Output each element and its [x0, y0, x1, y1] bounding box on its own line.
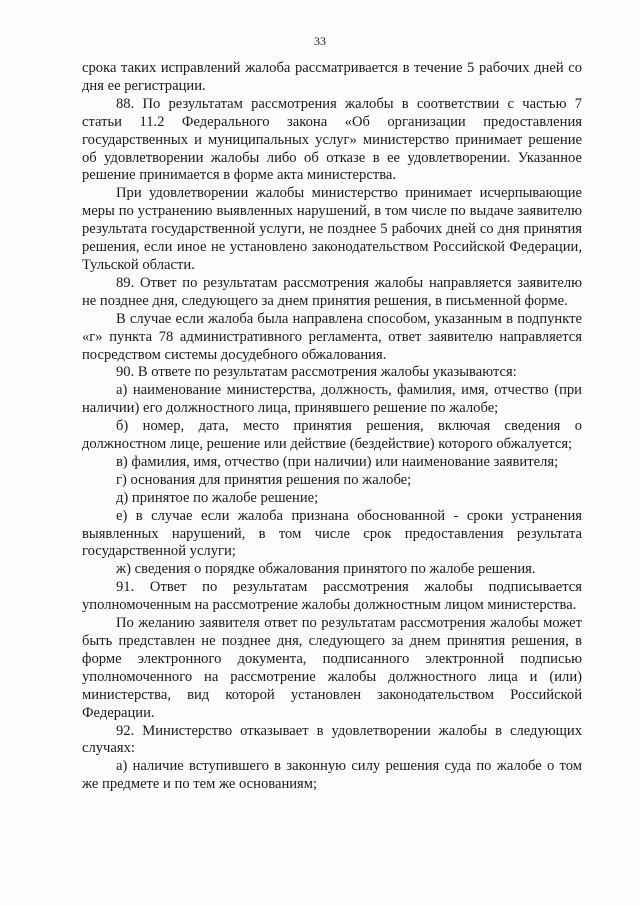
paragraph-92: 92. Министерство отказывает в удовлетворении жалобы в следующих случаях: — [82, 722, 582, 757]
paragraph-91: 91. Ответ по результатам рассмотрения жалобы подписывается уполномоченным на рассмотрение жалобы должностным лицом министерства. — [82, 579, 582, 614]
list-item: ж) сведения о порядке обжалования принятого по жалобе решения. — [116, 561, 536, 578]
list-item: а) наименование министерства, должность, фамилия, имя, отчество (при наличии) его должностного лица, принявшего решение по жалобе; — [82, 382, 582, 417]
document-body — [82, 60, 582, 794]
paragraph-89: 89. Ответ по результатам рассмотрения жалобы направляется заявителю не позднее дня, следующего за днем принятия решения, в письменной форме. — [82, 274, 582, 309]
list-item: а) наличие вступившего в законную силу решения суда по жалобе о том же предмете и по тем же основаниям; — [82, 758, 582, 793]
list-item: б) номер, дата, место принятия решения, включая сведения о должностном лице, решение или действие (бездействие) которого обжалуется; — [82, 418, 582, 453]
list-item: е) в случае если жалоба признана обоснованной - сроки устранения выявленных нарушений, в том числе срок предоставления результата государственной услуги; — [82, 507, 582, 560]
paragraph: В случае если жалоба была направлена способом, указанным в подпункте «г» пункта 78 административного регламента, ответ заявителю направляется посредством системы досудебного обжалования. — [82, 310, 582, 363]
list-item: в) фамилия, имя, отчество (при наличии) или наименование заявителя; — [116, 453, 559, 470]
list-item: д) принятое по жалобе решение; — [116, 489, 319, 506]
page-number: 33 — [314, 34, 326, 48]
list-item: г) основания для принятия решения по жалобе; — [116, 471, 412, 488]
paragraph: При удовлетворении жалобы министерство принимает исчерпывающие меры по устранению выявленных нарушений, в том числе по выдаче заявителю результата государственной услуги, не позднее 5 рабочих дней со дня принятия решения, если иное не установлено законодательством Российской Федерации, Тульской области. — [82, 185, 582, 273]
paragraph-88: 88. По результатам рассмотрения жалобы в соответствии с частью 7 статьи 11.2 Федерального закона «Об организации предоставления государственных и муниципальных услуг» министерство принимает решение об удовлетворении жалобы либо об отказе в ее удовлетворении. Указанное решение принимается в форме акта министерства. — [82, 95, 582, 184]
paragraph-90: 90. В ответе по результатам рассмотрения жалобы указываются: — [116, 364, 517, 381]
paragraph: По желанию заявителя ответ по результатам рассмотрения жалобы может быть представлен не позднее дня, следующего за днем принятия решения, в форме электронного документа, подписанного электронной подписью уполномоченного на рассмотрение жалобы должностного лица и (или) министерства, вид которой установлен законодательством Российской Федерации. — [82, 615, 582, 721]
paragraph: срока таких исправлений жалоба рассматривается в течение 5 рабочих дней со дня ее регистрации. — [82, 60, 582, 94]
